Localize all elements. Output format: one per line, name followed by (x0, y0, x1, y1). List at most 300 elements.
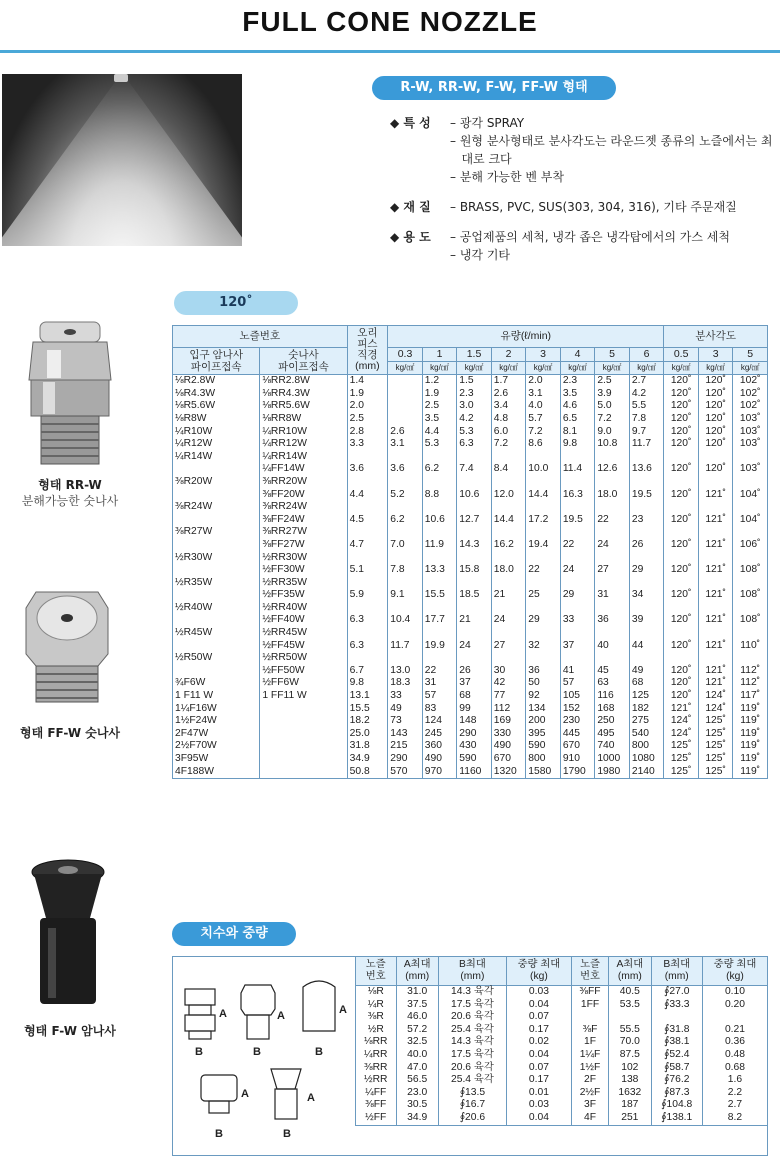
dimension-table (355, 956, 768, 1126)
table-row (173, 740, 768, 753)
table-cell: 117˚ (733, 690, 768, 703)
dim-header: 노즐 번호 (356, 957, 397, 986)
table-cell: 590 (526, 740, 561, 753)
table-cell: 2.0 (347, 400, 388, 413)
dim-cell: ∮33.3 (651, 999, 702, 1012)
table-cell (347, 526, 388, 539)
table-cell: 34.9 (347, 753, 388, 766)
header-nozzle-number: 노즐번호 (173, 326, 348, 348)
table-cell: 2.3 (560, 375, 595, 388)
table-cell: 4.4 (347, 489, 388, 502)
table-cell: 121˚ (698, 665, 733, 678)
feature-value (450, 228, 780, 264)
table-cell (422, 526, 457, 539)
table-cell: 121˚ (698, 640, 733, 653)
dim-cell: 0.36 (702, 1036, 767, 1049)
dim-cell: 0.10 (702, 986, 767, 999)
table-row (173, 728, 768, 741)
table-cell (260, 753, 347, 766)
feature-line: – BRASS, PVC, SUS(303, 304, 316), 기타 주문재질 (450, 200, 737, 214)
dim-cell: 17.5 육각 (438, 1049, 506, 1062)
table-cell (733, 451, 768, 464)
nozzle-ff-image (22, 588, 112, 708)
feature-value (450, 114, 780, 186)
table-cell (526, 526, 561, 539)
table-cell (560, 652, 595, 665)
dim-cell: 17.5 육각 (438, 999, 506, 1012)
table-cell: 2.7 (629, 375, 664, 388)
dim-header: 중량 최대 (kg) (506, 957, 571, 986)
table-cell (457, 501, 492, 514)
table-cell: ⅜RR24W (260, 501, 347, 514)
table-cell: 15.8 (457, 564, 492, 577)
table-cell: 29 (560, 589, 595, 602)
table-cell: 108˚ (733, 564, 768, 577)
table-cell (457, 627, 492, 640)
table-cell: 9.0 (595, 426, 630, 439)
dim-cell: 32.5 (396, 1036, 438, 1049)
dim-cell: ¼RR (356, 1049, 397, 1062)
table-cell: 119˚ (733, 753, 768, 766)
table-cell: 13.0 (388, 665, 423, 678)
table-cell: 121˚ (698, 514, 733, 527)
table-cell: 134 (526, 703, 561, 716)
table-cell: ⅛R4.3W (173, 388, 260, 401)
table-cell: ⅜RR27W (260, 526, 347, 539)
table-cell (664, 526, 699, 539)
table-cell: 215 (388, 740, 423, 753)
table-row (173, 766, 768, 779)
table-row (173, 552, 768, 565)
table-cell (347, 577, 388, 590)
table-cell: 125˚ (698, 753, 733, 766)
table-cell (491, 627, 526, 640)
table-cell: 73 (388, 715, 423, 728)
dim-cell: 2F (571, 1074, 608, 1087)
table-cell: 12.0 (491, 489, 526, 502)
table-cell: 495 (595, 728, 630, 741)
table-cell: 1¼F16W (173, 703, 260, 716)
dim-cell: 0.03 (506, 986, 571, 999)
table-cell (629, 602, 664, 615)
table-cell (491, 526, 526, 539)
table-cell: 670 (491, 753, 526, 766)
dim-cell: ⅛RR (356, 1036, 397, 1049)
table-cell: 11.4 (560, 463, 595, 476)
table-cell (560, 476, 595, 489)
table-cell: 1.5 (457, 375, 492, 388)
dim-cell: 53.5 (609, 999, 651, 1012)
table-cell: 99 (457, 703, 492, 716)
table-cell: 120˚ (664, 665, 699, 678)
table-cell (457, 476, 492, 489)
table-cell: 2.5 (595, 375, 630, 388)
table-cell (629, 652, 664, 665)
table-cell: 14.4 (526, 489, 561, 502)
table-cell: 6.2 (388, 514, 423, 527)
table-cell: 10.4 (388, 614, 423, 627)
dim-row (356, 1062, 768, 1075)
table-row (173, 539, 768, 552)
table-cell: 5.9 (347, 589, 388, 602)
table-cell: 5.7 (526, 413, 561, 426)
table-cell: 330 (491, 728, 526, 741)
angle-pressure-header: 3 (698, 348, 733, 362)
table-cell (388, 375, 423, 388)
angle-pressure-header: 0.5 (664, 348, 699, 362)
table-cell: 4F188W (173, 766, 260, 779)
table-cell: 120˚ (664, 400, 699, 413)
table-cell (595, 526, 630, 539)
header-angle: 분사각도 (664, 326, 768, 348)
table-cell: 11.9 (422, 539, 457, 552)
dim-cell: 0.07 (506, 1062, 571, 1075)
table-cell: 3.9 (595, 388, 630, 401)
table-cell: 42 (491, 677, 526, 690)
table-row (173, 463, 768, 476)
dimension-pill: 치수와 중량 (172, 922, 296, 946)
table-cell: 120˚ (698, 426, 733, 439)
table-cell (347, 652, 388, 665)
table-cell: 120˚ (698, 463, 733, 476)
dim-cell: ∮13.5 (438, 1087, 506, 1100)
dim-cell: ½RR (356, 1074, 397, 1087)
angle-pill: 120˚ (174, 291, 298, 315)
table-cell: 105 (560, 690, 595, 703)
table-cell (173, 514, 260, 527)
table-cell: ⅛R2.8W (173, 375, 260, 388)
dim-cell: 8.2 (702, 1112, 767, 1125)
table-cell (595, 451, 630, 464)
table-cell: 36 (595, 614, 630, 627)
dim-cell: ⅜FF (571, 986, 608, 999)
dim-row (356, 1011, 768, 1024)
table-cell: ½RR50W (260, 652, 347, 665)
table-cell (595, 602, 630, 615)
table-cell: ½R35W (173, 577, 260, 590)
table-cell (560, 451, 595, 464)
dim-cell: 23.0 (396, 1087, 438, 1100)
dim-cell: ∮16.7 (438, 1099, 506, 1112)
table-cell: 12.6 (595, 463, 630, 476)
table-cell: 4.5 (347, 514, 388, 527)
table-cell: ½FF50W (260, 665, 347, 678)
dim-cell: 0.04 (506, 999, 571, 1012)
dim-cell: ⅜RR (356, 1062, 397, 1075)
table-cell: ½R50W (173, 652, 260, 665)
table-cell (491, 602, 526, 615)
table-cell: 1790 (560, 766, 595, 779)
angle-pressure-unit: kg/㎠ (698, 361, 733, 375)
table-cell: 77 (491, 690, 526, 703)
dim-header: 노즐 번호 (571, 957, 608, 986)
table-cell: 125˚ (664, 766, 699, 779)
table-cell: 1.9 (347, 388, 388, 401)
pressure-header: 3 (526, 348, 561, 362)
table-cell: 1 FF11 W (260, 690, 347, 703)
dim-cell: 4F (571, 1112, 608, 1125)
dim-header: B최대 (mm) (438, 957, 506, 986)
table-cell: 7.2 (595, 413, 630, 426)
table-cell (526, 652, 561, 665)
dim-cell: 0.02 (506, 1036, 571, 1049)
feature-block (390, 114, 780, 186)
table-cell: 125˚ (698, 715, 733, 728)
table-cell (422, 577, 457, 590)
dim-cell: 187 (609, 1099, 651, 1112)
table-cell (733, 526, 768, 539)
table-cell: 31 (422, 677, 457, 690)
table-cell: 7.2 (491, 438, 526, 451)
table-cell: ⅜R27W (173, 526, 260, 539)
table-row (173, 451, 768, 464)
dim-cell: 0.68 (702, 1062, 767, 1075)
table-cell: 119˚ (733, 715, 768, 728)
table-cell: 106˚ (733, 539, 768, 552)
dim-row (356, 1112, 768, 1125)
table-cell: 41 (560, 665, 595, 678)
table-cell (698, 627, 733, 640)
angle-pressure-header: 5 (733, 348, 768, 362)
table-row (173, 677, 768, 690)
diagram-label-b-5: B (283, 1128, 291, 1140)
dim-cell: ∮138.1 (651, 1112, 702, 1125)
dim-cell: 0.17 (506, 1074, 571, 1087)
table-cell: 182 (629, 703, 664, 716)
table-cell: 19.5 (560, 514, 595, 527)
dim-cell: 1.6 (702, 1074, 767, 1087)
table-cell: 120˚ (664, 640, 699, 653)
page-title: FULL CONE NOZZLE (242, 6, 538, 37)
table-cell (173, 665, 260, 678)
diagram-label-a-1: A (219, 1008, 227, 1020)
dim-cell: 20.6 육각 (438, 1011, 506, 1024)
table-cell: 116 (595, 690, 630, 703)
table-cell: 13.3 (422, 564, 457, 577)
table-cell: 120˚ (664, 463, 699, 476)
table-cell: 490 (491, 740, 526, 753)
feature-value (450, 198, 780, 216)
feature-line: 대로 크다 (450, 152, 512, 166)
diagram-label-a-2: A (277, 1010, 285, 1022)
dim-cell: ¼R (356, 999, 397, 1012)
table-cell (560, 552, 595, 565)
table-cell: 22 (595, 514, 630, 527)
table-cell (491, 501, 526, 514)
table-cell: 18.5 (457, 589, 492, 602)
table-row (173, 665, 768, 678)
pressure-unit: kg/㎠ (388, 361, 423, 375)
table-cell: ½FF35W (260, 589, 347, 602)
table-cell: 5.5 (629, 400, 664, 413)
dim-cell: ½R (356, 1024, 397, 1037)
table-cell: 9.8 (560, 438, 595, 451)
table-cell (388, 413, 423, 426)
table-cell (388, 602, 423, 615)
pressure-unit: kg/㎠ (422, 361, 457, 375)
feature-line: – 원형 분사형태로 분사각도는 라운드젯 종류의 노즐에서는 최 (450, 134, 773, 148)
table-cell (698, 476, 733, 489)
table-cell: 1320 (491, 766, 526, 779)
diagram-label-a-5: A (307, 1092, 315, 1104)
table-cell (173, 564, 260, 577)
dim-cell: ∮104.8 (651, 1099, 702, 1112)
dim-row (356, 999, 768, 1012)
table-cell: 103˚ (733, 426, 768, 439)
table-cell: 3.1 (526, 388, 561, 401)
spray-photo (2, 74, 242, 246)
table-cell: 119˚ (733, 728, 768, 741)
table-cell: 120˚ (664, 564, 699, 577)
table-cell: 5.3 (457, 426, 492, 439)
dim-cell (651, 1011, 702, 1024)
table-cell: 169 (491, 715, 526, 728)
table-cell: 6.2 (422, 463, 457, 476)
table-cell: 4.4 (422, 426, 457, 439)
table-cell: 21 (457, 614, 492, 627)
table-cell: 10.6 (422, 514, 457, 527)
table-cell (526, 577, 561, 590)
pressure-unit: kg/㎠ (560, 361, 595, 375)
table-cell: 9.8 (347, 677, 388, 690)
table-cell: ¼RR14W (260, 451, 347, 464)
table-cell (664, 577, 699, 590)
feature-key: ◆ 용 도 (390, 230, 431, 244)
table-cell: 120˚ (698, 413, 733, 426)
dim-cell: 34.9 (396, 1112, 438, 1125)
table-cell (526, 552, 561, 565)
table-cell (422, 552, 457, 565)
table-cell: 17.2 (526, 514, 561, 527)
dim-cell: 46.0 (396, 1011, 438, 1024)
table-cell (629, 577, 664, 590)
feature-block (390, 198, 780, 216)
table-cell: 120˚ (664, 539, 699, 552)
table-cell (733, 501, 768, 514)
table-cell: 124˚ (664, 715, 699, 728)
table-cell (698, 577, 733, 590)
table-cell: 103˚ (733, 413, 768, 426)
table-cell: 120˚ (698, 375, 733, 388)
table-cell (173, 463, 260, 476)
dim-cell: ⅜R (356, 1011, 397, 1024)
table-cell: 121˚ (698, 677, 733, 690)
dim-cell: 251 (609, 1112, 651, 1125)
table-cell: 8.4 (491, 463, 526, 476)
table-cell: ½FF6W (260, 677, 347, 690)
table-cell: 6.7 (347, 665, 388, 678)
table-row (173, 602, 768, 615)
table-cell (388, 627, 423, 640)
table-cell (422, 652, 457, 665)
diagram-label-b-1: B (195, 1046, 203, 1058)
table-cell: ½RR30W (260, 552, 347, 565)
table-cell: 143 (388, 728, 423, 741)
table-cell (491, 476, 526, 489)
table-cell: 29 (629, 564, 664, 577)
table-cell: ½FF30W (260, 564, 347, 577)
table-cell: 120˚ (664, 413, 699, 426)
table-cell: ½R45W (173, 627, 260, 640)
table-cell: 245 (422, 728, 457, 741)
dim-cell: 40.0 (396, 1049, 438, 1062)
table-cell: ½R30W (173, 552, 260, 565)
pressure-header: 2 (491, 348, 526, 362)
table-cell: 10.8 (595, 438, 630, 451)
table-cell: 33 (388, 690, 423, 703)
dim-cell: 0.21 (702, 1024, 767, 1037)
table-cell (698, 501, 733, 514)
table-cell: 110˚ (733, 640, 768, 653)
table-cell: 63 (595, 677, 630, 690)
dim-cell: 40.5 (609, 986, 651, 999)
dim-cell: 47.0 (396, 1062, 438, 1075)
table-row (173, 627, 768, 640)
feature-block (390, 228, 780, 264)
pressure-header: 4 (560, 348, 595, 362)
table-cell (347, 476, 388, 489)
angle-pressure-unit: kg/㎠ (733, 361, 768, 375)
table-cell: 57 (422, 690, 457, 703)
dim-row (356, 1024, 768, 1037)
table-row (173, 753, 768, 766)
table-cell: 120˚ (664, 489, 699, 502)
table-cell (347, 602, 388, 615)
pressure-unit: kg/㎠ (491, 361, 526, 375)
dim-cell: 37.5 (396, 999, 438, 1012)
table-cell: 108˚ (733, 589, 768, 602)
nozzle-rr-image (25, 320, 115, 470)
table-cell: 445 (560, 728, 595, 741)
table-cell (664, 627, 699, 640)
caption-ff: 형태 FF-W 숫나사 (19, 726, 121, 740)
table-cell: 125˚ (664, 753, 699, 766)
table-cell: 120˚ (664, 388, 699, 401)
table-cell (629, 526, 664, 539)
table-cell: 7.8 (629, 413, 664, 426)
table-cell (491, 552, 526, 565)
table-cell: 19.5 (629, 489, 664, 502)
dim-cell: 25.4 육각 (438, 1024, 506, 1037)
table-cell: 970 (422, 766, 457, 779)
table-cell: 124˚ (698, 690, 733, 703)
table-cell: 102˚ (733, 388, 768, 401)
table-cell: 18.3 (388, 677, 423, 690)
table-cell: 275 (629, 715, 664, 728)
table-cell: 27 (491, 640, 526, 653)
table-cell: 2140 (629, 766, 664, 779)
table-cell: 200 (526, 715, 561, 728)
table-cell (457, 526, 492, 539)
table-cell (664, 476, 699, 489)
table-cell: 14.4 (491, 514, 526, 527)
diagram-label-b-2: B (253, 1046, 261, 1058)
table-cell (560, 526, 595, 539)
table-cell: 120˚ (664, 690, 699, 703)
table-cell: 2.6 (491, 388, 526, 401)
table-cell: 4.8 (491, 413, 526, 426)
table-cell: ⅛RR8W (260, 413, 347, 426)
dim-cell: ½FF (356, 1112, 397, 1125)
table-cell: 104˚ (733, 489, 768, 502)
diagram-label-b-4: B (215, 1128, 223, 1140)
dim-cell: 0.48 (702, 1049, 767, 1062)
table-cell (260, 766, 347, 779)
table-cell: 4.6 (560, 400, 595, 413)
angle-pressure-unit: kg/㎠ (664, 361, 699, 375)
table-cell (595, 652, 630, 665)
table-cell: 49 (388, 703, 423, 716)
